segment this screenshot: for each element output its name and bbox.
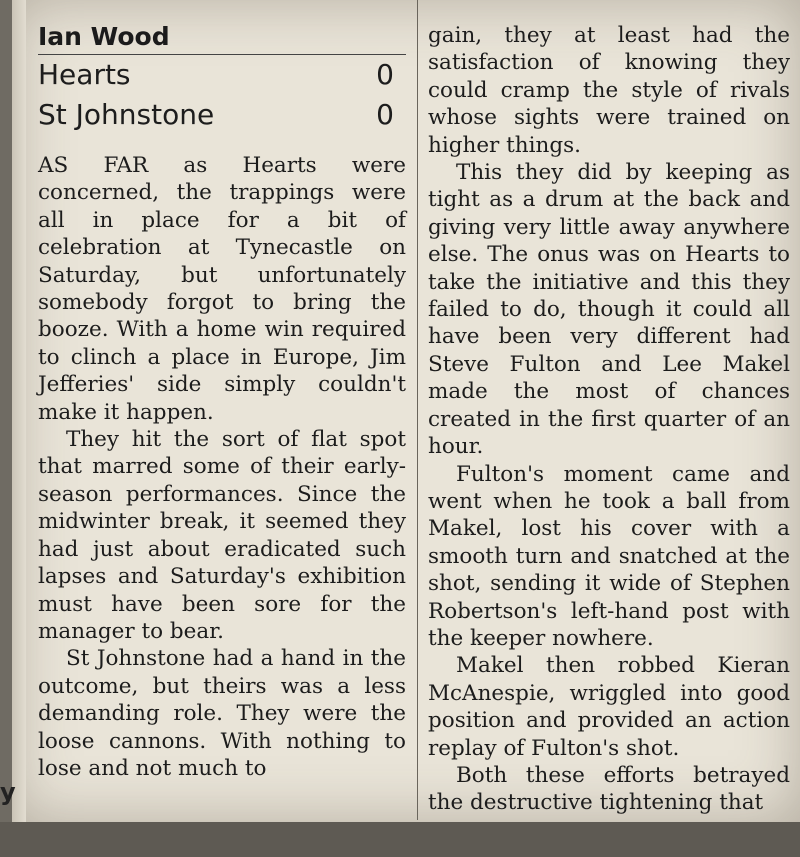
paragraph: They hit the sort of flat spot that marred some of their early-season performances. Since the midwinter break, it seemed they had just about eradicated such lapses and Saturday's exhibition must have been sore for the manager to bear. bbox=[38, 427, 406, 644]
paragraph: Fulton's moment came and went when he took a ball from Makel, lost his cover with a smooth turn and snatched at the shot, sending it wide of Stephen Robertson's left-hand post with the keeper nowhere. bbox=[428, 461, 790, 651]
right-article-text bbox=[428, 22, 790, 817]
page-fold bbox=[12, 0, 26, 822]
paragraph: This they did by keeping as tight as a drum at the back and giving very little away anywhere else. The onus was on Hearts to take the initiative and this they failed to do, though it could all have been very different had Steve Fulton and Lee Makel made the most of chances created in the first quarter of an hour. bbox=[428, 160, 790, 460]
byline: Ian Wood bbox=[38, 22, 170, 51]
score-row-away bbox=[38, 98, 394, 131]
team-score: 0 bbox=[376, 58, 394, 91]
team-name: St Johnstone bbox=[38, 98, 215, 131]
paragraph: Makel then robbed Kieran McAnespie, wriggled into good position and provided an action replay of Fulton's shot. bbox=[428, 653, 790, 761]
team-score: 0 bbox=[376, 98, 394, 131]
table-surface bbox=[0, 822, 800, 857]
paragraph: Both these efforts betrayed the destructive tightening that bbox=[428, 762, 790, 816]
paragraph: AS FAR as Hearts were concerned, the trappings were all in place for a bit of celebration at Tynecastle on Saturday, but unfortunately somebody forgot to bring the booze. With a home win required to clinch a place in Europe, Jim Jefferies' side simply couldn't make it happen. bbox=[38, 153, 406, 425]
score-row-home bbox=[38, 58, 394, 91]
paragraph: gain, they at least had the satisfaction of knowing they could cramp the style of rivals whose sights were trained on higher things. bbox=[428, 23, 790, 158]
paragraph: St Johnstone had a hand in the outcome, but theirs was a less demanding role. They were the loose cannons. With nothing to lose and not much to bbox=[38, 646, 406, 781]
column-divider bbox=[417, 0, 418, 820]
left-article-text bbox=[38, 152, 406, 782]
byline-rule bbox=[38, 54, 406, 55]
adjacent-column-fragment: y bbox=[0, 778, 16, 806]
team-name: Hearts bbox=[38, 58, 131, 91]
